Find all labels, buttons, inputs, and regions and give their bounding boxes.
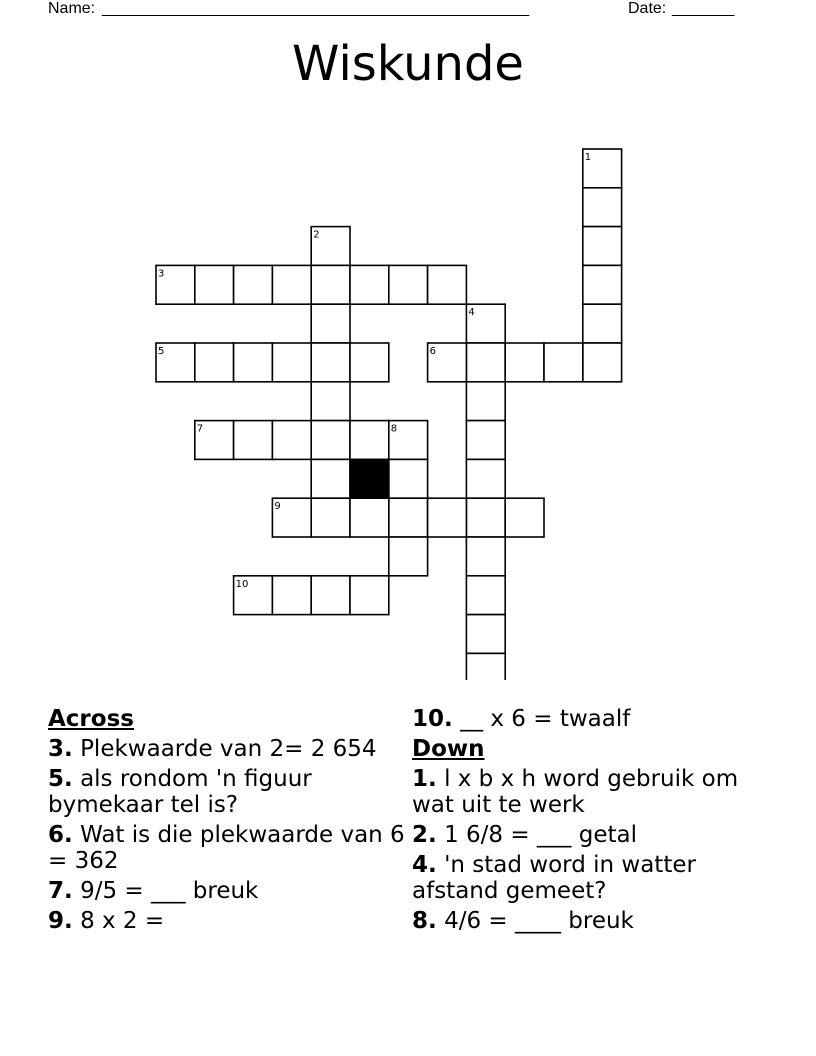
clue-item (412, 822, 772, 848)
clue-number-label: 2 (313, 229, 320, 241)
crossword-cell[interactable] (311, 576, 350, 615)
crossword-cell[interactable] (466, 498, 505, 537)
clue-text: __ x 6 = twaalf (460, 706, 631, 732)
crossword-cell[interactable] (272, 576, 311, 615)
clue-text: Wat is die plekwaarde van 6 = 362 (48, 822, 405, 874)
crossword-cell[interactable] (350, 343, 389, 382)
clue-item (48, 878, 408, 904)
clue-number-label: 10 (235, 578, 249, 590)
crossword-cell[interactable] (583, 188, 622, 227)
clue-text: Plekwaarde van 2= 2 654 (80, 736, 377, 762)
date-blank: _______ (672, 0, 735, 17)
clue-item (48, 736, 408, 762)
clue-number: 7. (48, 878, 73, 904)
blocked-cell (350, 459, 389, 498)
across-heading: Across (48, 706, 134, 732)
crossword-cell[interactable] (311, 304, 350, 343)
clue-number-label: 4 (468, 307, 475, 319)
clue-number: 9. (48, 908, 73, 934)
crossword-cell[interactable] (272, 421, 311, 460)
clue-item (412, 852, 772, 904)
clue-number: 5. (48, 766, 73, 792)
name-blank: ________________________________________________ (102, 0, 530, 17)
clues-right-column (412, 702, 772, 934)
clue-item (412, 766, 772, 818)
crossword-cell[interactable] (350, 421, 389, 460)
clue-number-label: 3 (158, 268, 165, 280)
clue-text: 4/6 = ____ breuk (444, 908, 634, 934)
clue-text: 9/5 = ___ breuk (80, 878, 259, 904)
clue-number: 3. (48, 736, 73, 762)
clue-item (412, 706, 772, 732)
clue-number: 8. (412, 908, 437, 934)
crossword-cell[interactable] (505, 498, 544, 537)
crossword-cell[interactable] (466, 653, 505, 680)
crossword-cell[interactable] (311, 265, 350, 304)
crossword-cell[interactable] (466, 576, 505, 615)
name-label: Name: (48, 0, 96, 17)
clue-text: 1 6/8 = ___ getal (444, 822, 637, 848)
clue-number: 2. (412, 822, 437, 848)
crossword-cell[interactable] (350, 576, 389, 615)
crossword-cell[interactable] (311, 382, 350, 421)
crossword-cell[interactable] (466, 421, 505, 460)
crossword-cell[interactable] (311, 459, 350, 498)
clue-number: 10. (412, 706, 453, 732)
crossword-cell[interactable] (234, 421, 273, 460)
clue-item (412, 908, 772, 934)
crossword-cell[interactable] (466, 615, 505, 654)
crossword-cell[interactable] (350, 498, 389, 537)
clue-text: 8 x 2 = (80, 908, 165, 934)
crossword-cell[interactable] (428, 265, 467, 304)
crossword-cell[interactable] (466, 382, 505, 421)
crossword-cell[interactable] (466, 459, 505, 498)
crossword-cell[interactable] (234, 265, 273, 304)
clue-text: 'n stad word in watter afstand gemeet? (412, 852, 696, 904)
crossword-cell[interactable] (389, 498, 428, 537)
clue-number-label: 8 (390, 423, 398, 435)
clue-number-label: 6 (429, 346, 436, 357)
crossword-cell[interactable] (583, 304, 622, 343)
date-label: Date: (628, 0, 667, 17)
clue-item (48, 766, 408, 818)
crossword-cell[interactable] (505, 343, 544, 382)
clue-text: l x b x h word gebruik om wat uit te werk (412, 766, 739, 818)
clue-number: 1. (412, 766, 437, 792)
clue-item (48, 822, 408, 874)
crossword-cell[interactable] (311, 343, 350, 382)
down-heading: Down (412, 736, 485, 762)
crossword-cell[interactable] (195, 265, 234, 304)
crossword-cell[interactable] (272, 343, 311, 382)
crossword-cell[interactable] (389, 537, 428, 576)
crossword-cell[interactable] (195, 343, 234, 382)
crossword-cell[interactable] (350, 265, 389, 304)
clue-text: als rondom 'n figuur bymekaar tel is? (48, 766, 312, 818)
crossword-cell[interactable] (272, 265, 311, 304)
crossword-cell[interactable] (311, 421, 350, 460)
crossword-cell[interactable] (544, 343, 583, 382)
clue-number: 4. (412, 852, 437, 878)
crossword-cell[interactable] (466, 343, 505, 382)
clue-number-label: 9 (274, 501, 281, 513)
crossword-cell[interactable] (583, 227, 622, 266)
page-title: Wiskunde (292, 36, 524, 92)
clue-number-label: 1 (584, 152, 592, 163)
crossword-cell[interactable] (389, 459, 428, 498)
clue-number: 6. (48, 822, 73, 848)
crossword-cell[interactable] (583, 343, 622, 382)
clue-number-label: 5 (158, 346, 165, 357)
crossword-cell[interactable] (389, 265, 428, 304)
clue-number-label: 7 (196, 423, 204, 435)
clues-left-column (48, 702, 408, 934)
crossword-cell[interactable] (234, 343, 273, 382)
crossword-cell[interactable] (311, 498, 350, 537)
crossword-cell[interactable] (466, 537, 505, 576)
crossword-cell[interactable] (583, 265, 622, 304)
clue-item (48, 908, 408, 934)
crossword-cell[interactable] (428, 498, 467, 537)
